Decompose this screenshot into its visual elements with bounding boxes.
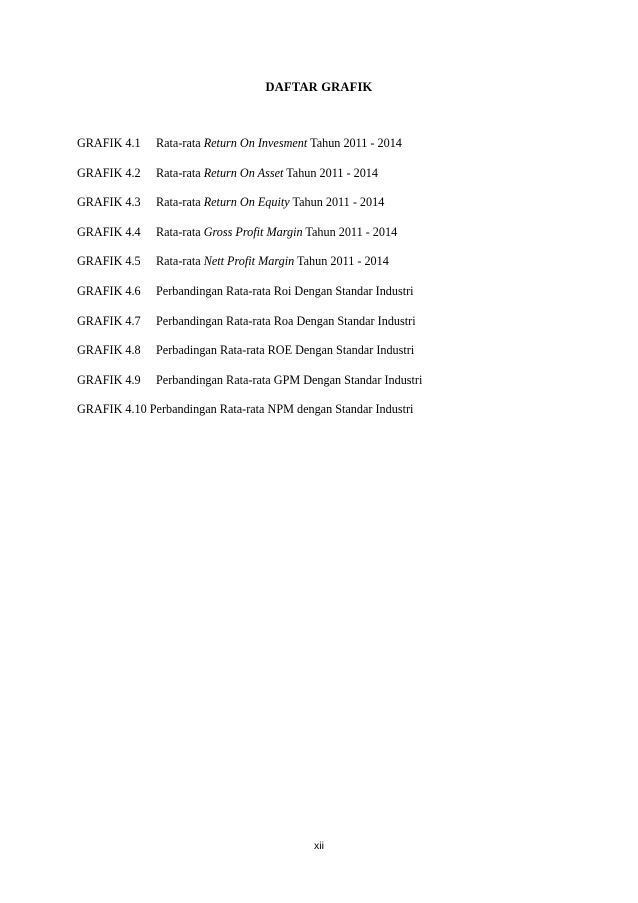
figure-number: GRAFIK 4.5: [77, 254, 141, 269]
figure-number: GRAFIK 4.2: [77, 165, 141, 180]
figure-number: GRAFIK 4.4: [77, 224, 141, 239]
figure-caption-italic: Gross Profit Margin: [203, 224, 303, 239]
list-item[interactable]: [77, 314, 597, 344]
figure-caption-suffix: Tahun 2011 - 2014: [302, 224, 398, 239]
figure-caption-text: Perbandingan Rata-rata Roa Dengan Standar Industri: [156, 313, 416, 328]
list-item[interactable]: [77, 402, 597, 432]
figure-number: GRAFIK 4.3: [77, 195, 141, 210]
figure-number: GRAFIK 4.6: [77, 283, 141, 298]
figure-number: GRAFIK 4.7: [77, 313, 141, 328]
figure-number: GRAFIK 4.8: [77, 343, 141, 358]
figure-caption-suffix: Tahun 2011 - 2014: [289, 195, 385, 210]
figure-caption-text: Perbandingan Rata-rata NPM dengan Standar Industri: [149, 402, 414, 417]
list-item[interactable]: [77, 195, 597, 225]
figure-caption-suffix: Tahun 2011 - 2014: [294, 254, 389, 269]
figure-number: GRAFIK 4.1: [77, 136, 141, 150]
figure-caption-text: Perbandingan Rata-rata Roi Dengan Standar Industri: [156, 283, 414, 298]
figure-caption-italic: Return On Asset: [203, 165, 284, 180]
list-item[interactable]: [77, 166, 597, 196]
figure-caption-text: Rata-rata: [156, 165, 204, 180]
figure-caption-text: Rata-rata: [156, 136, 204, 150]
figure-caption-text: Rata-rata: [156, 254, 204, 269]
figure-caption-italic: Return On Invesment: [203, 136, 308, 150]
figure-number: GRAFIK 4.9: [77, 372, 141, 387]
figure-caption-text: Rata-rata: [156, 224, 204, 239]
list-item[interactable]: [77, 343, 597, 373]
figure-caption-suffix: Tahun 2011 - 2014: [283, 165, 378, 180]
figure-caption-text: Rata-rata: [156, 195, 204, 210]
figure-caption-text: Perbandingan Rata-rata GPM Dengan Standar Industri: [156, 372, 423, 387]
list-item[interactable]: [77, 284, 597, 314]
figure-list: [77, 136, 597, 432]
list-item[interactable]: [77, 373, 597, 403]
figure-number: GRAFIK 4.10: [77, 402, 147, 417]
figure-caption-italic: Return On Equity: [203, 195, 290, 210]
list-item[interactable]: [77, 254, 597, 284]
list-item[interactable]: [77, 225, 597, 255]
page-number: xii: [314, 840, 324, 852]
list-item[interactable]: [77, 136, 597, 166]
figure-caption-italic: Nett Profit Margin: [203, 254, 295, 269]
page-title: DAFTAR GRAFIK: [265, 80, 373, 94]
figure-caption-suffix: Tahun 2011 - 2014: [307, 136, 402, 150]
figure-caption-text: Perbadingan Rata-rata ROE Dengan Standar Industri: [156, 343, 415, 358]
